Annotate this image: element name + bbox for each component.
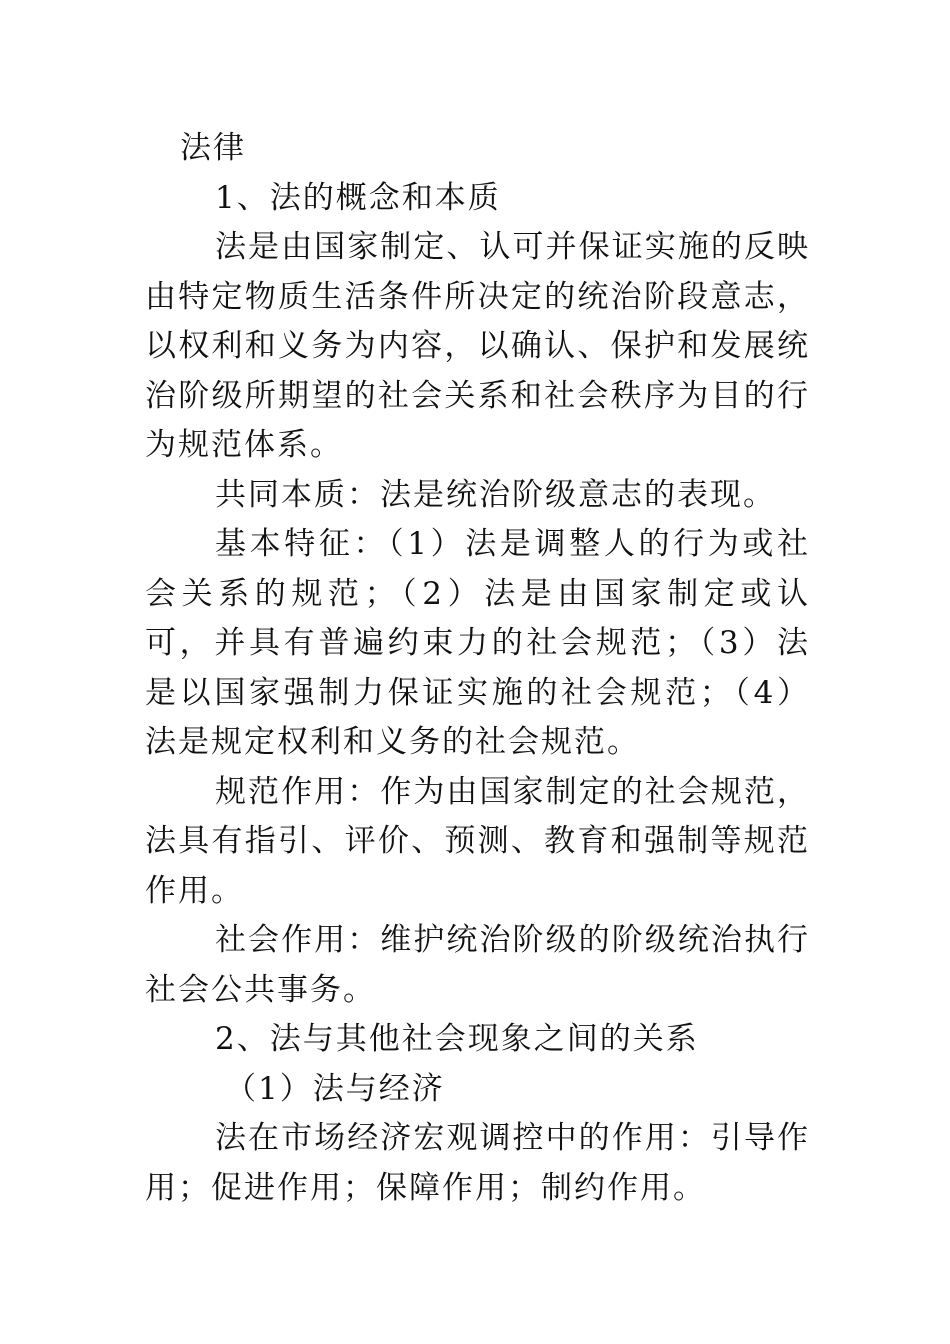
paragraph-normative-role: 规范作用：作为由国家制定的社会规范，法具有指引、评价、预测、教育和强制等规范作用。: [145, 773, 810, 909]
section-heading-1: 1、法的概念和本质: [215, 179, 501, 216]
paragraph-market-economy: 法在市场经济宏观调控中的作用：引导作用；促进作用；保障作用；制约作用。: [145, 1120, 810, 1206]
subsection-heading-1: （1）法与经济: [225, 1070, 445, 1107]
paragraph-definition: 法是由国家制定、认可并保证实施的反映由特定物质生活条件所决定的统治阶段意志，以权利和义务为内容，以确认、保护和发展统治阶级所期望的社会关系和社会秩序为目的行为规范体系。: [145, 229, 810, 463]
document-title: 法律: [180, 130, 246, 166]
paragraph-common-essence: 共同本质：法是统治阶级意志的表现。: [215, 476, 776, 513]
paragraph-social-role: 社会作用：维护统治阶级的阶级统治执行社会公共事务。: [145, 922, 810, 1008]
section-heading-2: 2、法与其他社会现象之间的关系: [215, 1021, 699, 1057]
paragraph-basic-features: 基本特征：（1）法是调整人的行为或社会关系的规范；（2）法是由国家制定或认可，并具有普遍约束力的社会规范；（3）法是以国家强制力保证实施的社会规范；（4）法是规定权利和义务的社会规范。: [145, 526, 810, 760]
document-body: [145, 124, 810, 1213]
